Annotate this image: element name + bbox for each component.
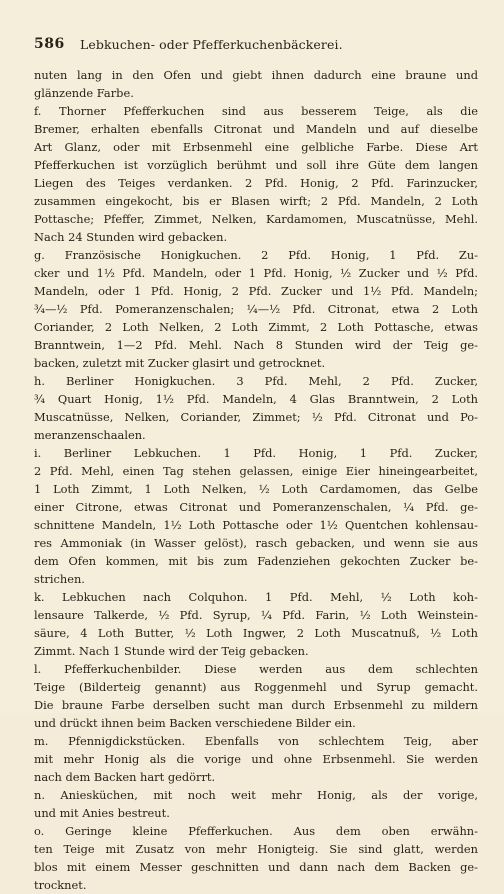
text-line: schnittene Mandeln, 1½ Loth Pottasche oder 1½ Quentchen kohlensau- <box>34 518 478 532</box>
text-line: Mandeln, oder 1 Pfd. Honig, 2 Pfd. Zucker und 1½ Pfd. Mandeln; <box>34 284 478 298</box>
text-line: glänzende Farbe. <box>34 86 134 100</box>
text-line: mit mehr Honig als die vorige und ohne Erbsenmehl. Sie werden <box>34 752 478 766</box>
text-line: h. Berliner Honigkuchen. 3 Pfd. Mehl, 2 Pfd. Zucker, <box>34 374 478 388</box>
running-head-title: Lebkuchen- oder Pfefferkuchenbäckerei. <box>80 37 343 52</box>
text-line: Liegen des Teiges verdanken. 2 Pfd. Honig, 2 Pfd. Farinzucker, <box>34 176 478 190</box>
text-line: säure, 4 Loth Butter, ½ Loth Ingwer, 2 Loth Muscatnuß, ½ Loth <box>34 626 478 640</box>
text-line: meranzenschaalen. <box>34 428 146 442</box>
text-line: 2 Pfd. Mehl, einen Tag stehen gelassen, einige Eier hineingearbeitet, <box>34 464 478 478</box>
text-line: backen, zuletzt mit Zucker glasirt und getrocknet. <box>34 356 326 370</box>
text-line: Bremer, erhalten ebenfalls Citronat und Mandeln und auf dieselbe <box>34 122 478 136</box>
text-line: dem Ofen kommen, mit bis zum Fadenziehen gekochten Zucker be- <box>34 554 478 568</box>
text-line: Art Glanz, oder mit Erbsenmehl eine gelbliche Farbe. Diese Art <box>34 140 478 154</box>
text-line: f. Thorner Pfefferkuchen sind aus besserem Teige, als die <box>34 104 478 118</box>
text-line: trocknet. <box>34 878 87 892</box>
text-line: Nach 24 Stunden wird gebacken. <box>34 230 228 244</box>
text-line: Die braune Farbe derselben sucht man durch Erbsenmehl zu mildern <box>34 698 478 712</box>
text-line: Pfefferkuchen ist vorzüglich berühmt und soll ihre Güte dem langen <box>34 158 478 172</box>
body-text <box>34 66 478 894</box>
page-number: 586 <box>34 36 65 52</box>
text-line: Zimmt. Nach 1 Stunde wird der Teig gebacken. <box>34 644 309 658</box>
text-line: blos mit einem Messer geschnitten und dann nach dem Backen ge- <box>34 860 478 874</box>
text-line: Branntwein, 1—2 Pfd. Mehl. Nach 8 Stunden wird der Teig ge- <box>34 338 478 352</box>
text-line: l. Pfefferkuchenbilder. Diese werden aus dem schlechten <box>34 662 478 676</box>
text-line: n. Aniesküchen, mit noch weit mehr Honig, als der vorige, <box>34 788 478 802</box>
text-line: und mit Anies bestreut. <box>34 806 170 820</box>
text-line: und drückt ihnen beim Backen verschiedene Bilder ein. <box>34 716 356 730</box>
text-line: ten Teige mit Zusatz von mehr Honigteig. Sie sind glatt, werden <box>34 842 478 856</box>
text-line: res Ammoniak (in Wasser gelöst), rasch gebacken, und wenn sie aus <box>34 536 478 550</box>
text-line: g. Französische Honigkuchen. 2 Pfd. Honig, 1 Pfd. Zu- <box>34 248 478 262</box>
text-line: cker und 1½ Pfd. Mandeln, oder 1 Pfd. Honig, ½ Zucker und ½ Pfd. <box>34 266 478 280</box>
text-line: ¾ Quart Honig, 1½ Pfd. Mandeln, 4 Glas Branntwein, 2 Loth <box>34 392 478 406</box>
text-line: nuten lang in den Ofen und giebt ihnen dadurch eine braune und <box>34 68 478 82</box>
text-line: zusammen eingekocht, bis er Blasen wirft; 2 Pfd. Mandeln, 2 Loth <box>34 194 478 208</box>
text-line: Teige (Bilderteig genannt) aus Roggenmehl und Syrup gemacht. <box>34 680 478 694</box>
text-line: 1 Loth Zimmt, 1 Loth Nelken, ½ Loth Cardamomen, das Gelbe <box>34 482 478 496</box>
text-line: lensaure Talkerde, ½ Pfd. Syrup, ¼ Pfd. Farin, ½ Loth Weinstein- <box>34 608 478 622</box>
text-line: Muscatnüsse, Nelken, Coriander, Zimmet; ½ Pfd. Citronat und Po- <box>34 410 478 424</box>
text-line: nach dem Backen hart gedörrt. <box>34 770 216 784</box>
text-line: m. Pfennigdickstücken. Ebenfalls von schlechtem Teig, aber <box>34 734 478 748</box>
running-head <box>34 36 478 54</box>
text-line: o. Geringe kleine Pfefferkuchen. Aus dem oben erwähn- <box>34 824 478 838</box>
text-line: strichen. <box>34 572 85 586</box>
text-line: Coriander, 2 Loth Nelken, 2 Loth Zimmt, 2 Loth Pottasche, etwas <box>34 320 478 334</box>
text-line: Pottasche; Pfeffer, Zimmet, Nelken, Kardamomen, Muscatnüsse, Mehl. <box>34 212 478 226</box>
text-line: einer Citrone, etwas Citronat und Pomeranzenschalen, ¼ Pfd. ge- <box>34 500 478 514</box>
text-line: k. Lebkuchen nach Colquhon. 1 Pfd. Mehl, ½ Loth koh- <box>34 590 478 604</box>
text-line: ¾—½ Pfd. Pomeranzenschalen; ¼—½ Pfd. Citronat, etwa 2 Loth <box>34 302 478 316</box>
text-line: i. Berliner Lebkuchen. 1 Pfd. Honig, 1 Pfd. Zucker, <box>34 446 478 460</box>
